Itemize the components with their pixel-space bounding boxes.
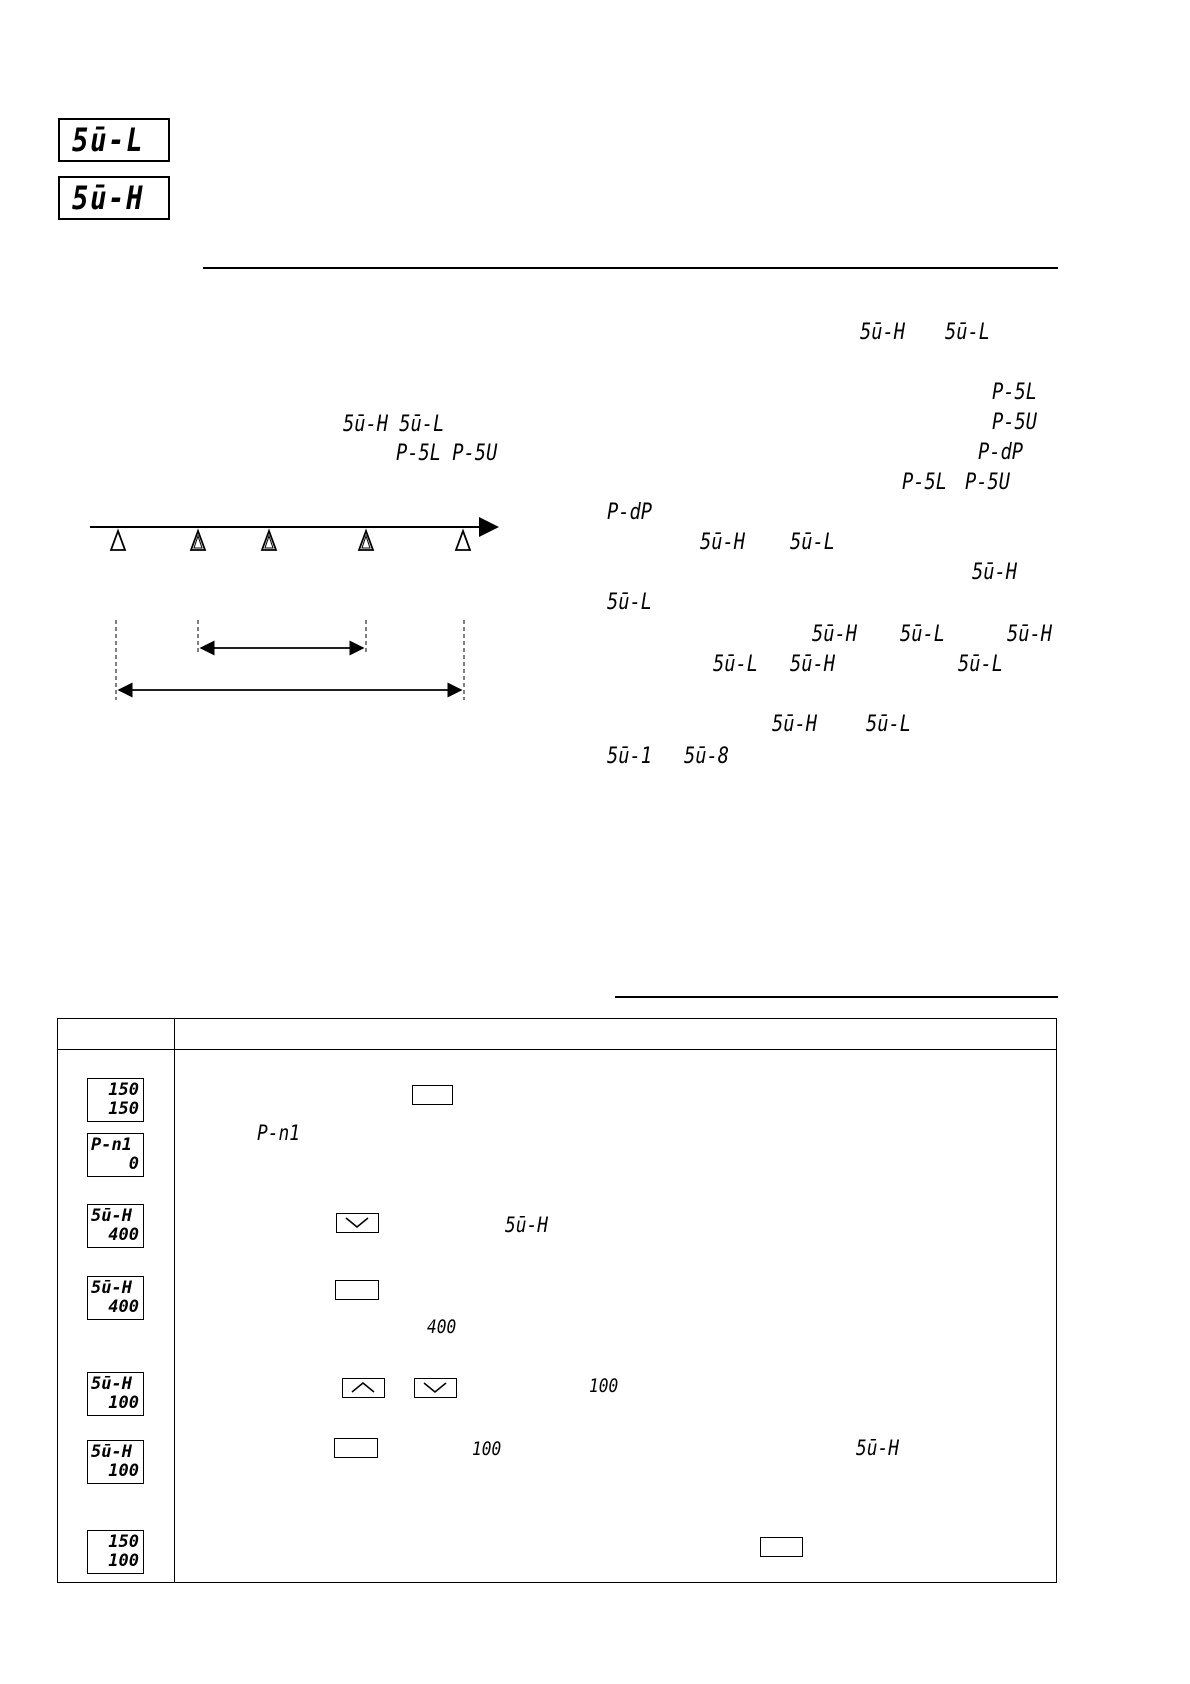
left-text-line2: P-5L P-5U	[396, 441, 498, 466]
marker-triangle	[262, 531, 276, 550]
header-cell-operation	[175, 1019, 1057, 1050]
enter-key-icon	[334, 1438, 378, 1458]
section-rule	[203, 267, 1058, 269]
param-su-8: 5ū-8	[684, 744, 730, 769]
lcd-display	[87, 1204, 144, 1248]
param-su-h: 5ū-H	[812, 622, 858, 647]
lcd-top: 5ū-H	[91, 1374, 132, 1394]
param-su-h: 5ū-H	[1007, 622, 1053, 647]
lcd-top: 5ū-H	[91, 1206, 132, 1226]
lcd-top: P-n1	[91, 1135, 132, 1155]
lcd-top: 150	[108, 1080, 139, 1100]
lcd-bottom: 100	[108, 1393, 139, 1413]
lcd-top: 5ū-H	[91, 1442, 132, 1462]
lcd-bottom: 150	[108, 1099, 139, 1119]
param-su-h: 5ū-H	[790, 652, 836, 677]
inline-value: 100	[589, 1375, 619, 1397]
param-su-h: 5ū-H	[772, 712, 818, 737]
param-su-l: 5ū-L	[607, 590, 653, 615]
parameter-box-su-h	[58, 176, 170, 220]
lcd-display-blinking	[87, 1276, 144, 1320]
param-p-su: P-5U	[965, 470, 1011, 495]
lcd-display	[87, 1078, 144, 1122]
param-su-l: 5ū-L	[900, 622, 946, 647]
parameter-label: 5ū-H	[72, 179, 145, 217]
operation-column	[175, 1050, 1057, 1583]
param-su-l: 5ū-L	[713, 652, 759, 677]
enter-key-icon	[412, 1085, 453, 1105]
inline-value: 100	[472, 1438, 502, 1460]
lcd-bottom: 400	[108, 1225, 139, 1245]
table-header-row	[58, 1019, 1057, 1050]
up-key-icon	[342, 1378, 385, 1398]
marker-triangle	[111, 531, 125, 550]
param-su-l: 5ū-L	[958, 652, 1004, 677]
table-rule	[615, 996, 1058, 998]
lcd-bottom: 100	[108, 1551, 139, 1571]
header-cell-display	[58, 1019, 175, 1050]
down-key-icon	[414, 1378, 457, 1398]
param-su-h: 5ū-H	[860, 320, 906, 345]
lcd-display	[87, 1440, 144, 1484]
inline-value: 400	[427, 1316, 457, 1338]
marker-triangle	[456, 531, 470, 550]
table-row	[58, 1050, 1057, 1583]
inline-param: P-n1	[257, 1121, 300, 1145]
left-text-line1: 5ū-H 5ū-L	[343, 412, 445, 437]
marker-triangle	[191, 531, 205, 550]
lcd-bottom: 0	[128, 1154, 139, 1174]
lcd-bottom: 100	[108, 1461, 139, 1481]
lcd-display	[87, 1133, 144, 1177]
lcd-display	[87, 1530, 144, 1574]
parameter-box-su-l	[58, 118, 170, 162]
param-p-dp: P-dP	[607, 500, 653, 525]
procedure-table	[57, 1018, 1057, 1583]
param-su-1: 5ū-1	[607, 744, 653, 769]
param-su-l: 5ū-L	[790, 530, 836, 555]
param-p-sl: P-5L	[992, 380, 1038, 405]
param-p-dp: P-dP	[978, 440, 1024, 465]
param-su-h: 5ū-H	[700, 530, 746, 555]
parameter-label: 5ū-L	[72, 121, 145, 159]
param-su-h: 5ū-H	[972, 560, 1018, 585]
range-diagram	[85, 515, 505, 705]
lcd-top: 5ū-H	[91, 1278, 132, 1298]
lcd-display-blinking	[87, 1372, 144, 1416]
param-su-l: 5ū-L	[866, 712, 912, 737]
lcd-bottom: 400	[108, 1297, 139, 1317]
lcd-top: 150	[108, 1532, 139, 1552]
param-p-sl: P-5L	[902, 470, 948, 495]
param-su-l: 5ū-L	[945, 320, 991, 345]
enter-key-icon	[335, 1280, 379, 1300]
enter-key-icon	[760, 1537, 803, 1557]
inline-param: 5ū-H	[856, 1436, 899, 1460]
down-key-icon	[336, 1213, 379, 1233]
inline-param: 5ū-H	[505, 1213, 548, 1237]
param-p-su: P-5U	[992, 410, 1038, 435]
marker-triangle	[359, 531, 373, 550]
